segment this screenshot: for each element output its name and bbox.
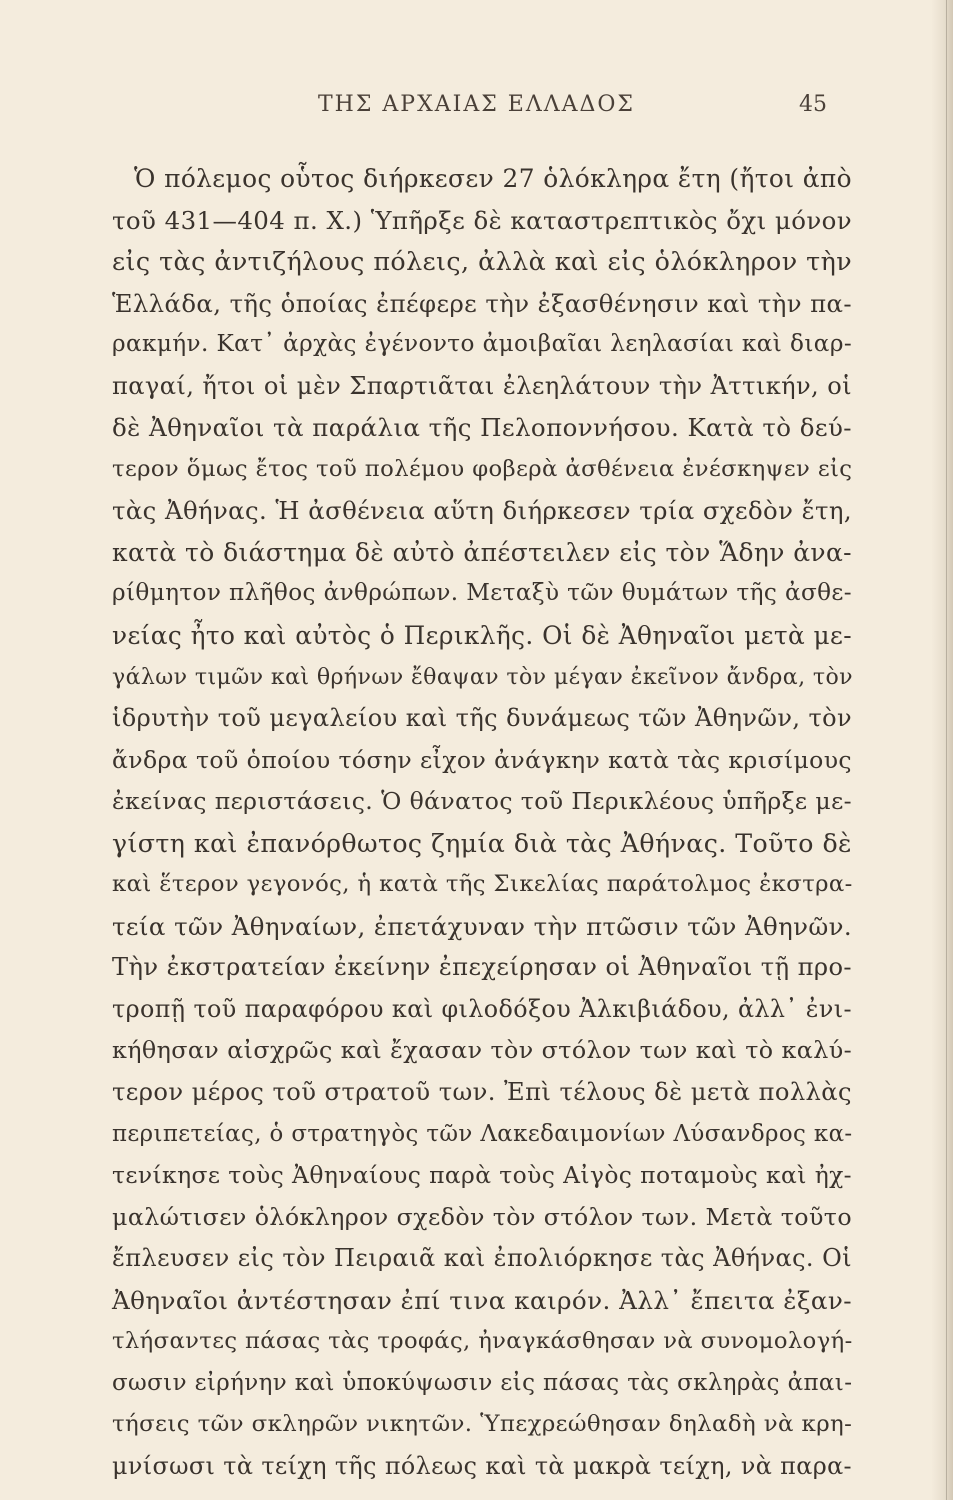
text-line: Τὴν ἐκστρατείαν ἐκείνην ἐπεχείρησαν οἱ Ἀθηναῖοι τῇ προ- (112, 953, 852, 982)
text-line: τλήσαντες πάσας τὰς τροφάς, ἠναγκάσθησαν νὰ συνομολογή- (112, 1328, 853, 1355)
text-line: γάλων τιμῶν καὶ θρήνων ἔθαψαν τὸν μέγαν ἐκεῖνον ἄνδρα, τὸν (112, 664, 853, 690)
page-edge-shadow (931, 0, 953, 1500)
text-line: Ἀθηναῖοι ἀντέστησαν ἐπί τινα καιρόν. Ἀλλ᾽ ἔπειτα ἐξαν- (112, 1285, 852, 1315)
text-line: τοῦ 431—404 π. Χ.) Ὑπῆρξε δὲ καταστρεπτικὸς ὄχι μόνον (112, 205, 852, 235)
text-line: γίστη καὶ ἐπανόρθωτος ζημία διὰ τὰς Ἀθήνας. Τοῦτο δὲ (112, 828, 852, 858)
text-line: Ἑλλάδα, τῆς ὁποίας ἐπέφερε τὴν ἐξασθένησιν καὶ τὴν πα- (112, 288, 852, 318)
text-line: δὲ Ἀθηναῖοι τὰ παράλια τῆς Πελοποννήσου. Κατὰ τὸ δεύ- (112, 413, 852, 443)
running-head: ΤΗΣ ΑΡΧΑΙΑΣ ΕΛΛΑΔΟΣ (318, 92, 635, 117)
text-line: τεία τῶν Ἀθηναίων, ἐπετάχυναν τὴν πτῶσιν τῶν Ἀθηνῶν. (112, 911, 852, 941)
text-line: εἰς τὰς ἀντιζήλους πόλεις, ἀλλὰ καὶ εἰς ὁλόκληρον τὴν (112, 246, 852, 277)
text-line: ἔπλευσεν εἰς τὸν Πειραιᾶ καὶ ἐπολιόρκησε τὰς Ἀθήνας. Οἱ (112, 1244, 852, 1273)
page-number: 45 (799, 92, 827, 117)
body-text (112, 158, 852, 1488)
text-line: παγαί, ἤτοι οἱ μὲν Σπαρτιᾶται ἐλεηλάτουν τὴν Ἀττικήν, οἱ (112, 371, 852, 400)
text-line: ἄνδρα τοῦ ὁποίου τόσην εἶχον ἀνάγκην κατὰ τὰς κρισίμους (112, 745, 852, 774)
text-line: νείας ἦτο καὶ αὐτὸς ὁ Περικλῆς. Οἱ δὲ Ἀθηναῖοι μετὰ με- (112, 621, 852, 651)
text-line: μνίσωσι τὰ τείχη τῆς πόλεως καὶ τὰ μακρὰ τείχη, νὰ παρα- (112, 1451, 852, 1480)
text-line: τροπῇ τοῦ παραφόρου καὶ φιλοδόξου Ἀλκιβιάδου, ἀλλ᾽ ἐνι- (112, 994, 852, 1023)
text-line: κατὰ τὸ διάστημα δὲ αὐτὸ ἀπέστειλεν εἰς τὸν Ἅδην ἀνα- (112, 537, 852, 567)
text-line: ρίθμητον πλῆθος ἀνθρώπων. Μεταξὺ τῶν θυμάτων τῆς ἀσθε- (112, 580, 852, 607)
text-line: τὰς Ἀθήνας. Ἡ ἀσθένεια αὕτη διήρκεσεν τρία σχεδὸν ἔτη, (112, 496, 852, 526)
text-line: περιπετείας, ὁ στρατηγὸς τῶν Λακεδαιμονίων Λύσανδρος κα- (112, 1120, 853, 1147)
text-line: τήσεις τῶν σκληρῶν νικητῶν. Ὑπεχρεώθησαν δηλαδὴ νὰ κρη- (112, 1411, 853, 1438)
page-header (0, 92, 953, 124)
text-line: ἱδρυτὴν τοῦ μεγαλείου καὶ τῆς δυνάμεως τῶν Ἀθηνῶν, τὸν (112, 704, 852, 733)
text-line: τενίκησε τοὺς Ἀθηναίους παρὰ τοὺς Αἰγὸς ποταμοὺς καὶ ἠχ- (112, 1161, 852, 1190)
text-line: σωσιν εἰρήνην καὶ ὑποκύψωσιν εἰς πάσας τὰς σκληρὰς ἀπαι- (112, 1369, 853, 1396)
text-line: Ὁ πόλεμος οὗτος διήρκεσεν 27 ὁλόκληρα ἔτη (ἤτοι ἀπὸ (134, 164, 852, 193)
text-line: τερον ὅμως ἔτος τοῦ πολέμου φοβερὰ ἀσθένεια ἐνέσκηψεν εἰς (112, 455, 853, 482)
text-line: κήθησαν αἰσχρῶς καὶ ἔχασαν τὸν στόλον των καὶ τὸ καλύ- (112, 1036, 852, 1065)
text-line: καὶ ἕτερον γεγονός, ἡ κατὰ τῆς Σικελίας παράτολμος ἐκστρα- (112, 871, 853, 898)
page-edge-line (946, 0, 947, 1500)
text-line: ἐκείνας περιστάσεις. Ὁ θάνατος τοῦ Περικλέους ὑπῆρξε με- (112, 787, 852, 816)
text-line: ρακμήν. Κατ᾽ ἀρχὰς ἐγένοντο ἀμοιβαῖαι λεηλασίαι καὶ διαρ- (112, 331, 853, 358)
text-line: μαλώτισεν ὁλόκληρον σχεδὸν τὸν στόλον των. Μετὰ τοῦτο (112, 1202, 852, 1231)
text-line: τερον μέρος τοῦ στρατοῦ των. Ἐπὶ τέλους δὲ μετὰ πολλὰς (112, 1078, 852, 1107)
